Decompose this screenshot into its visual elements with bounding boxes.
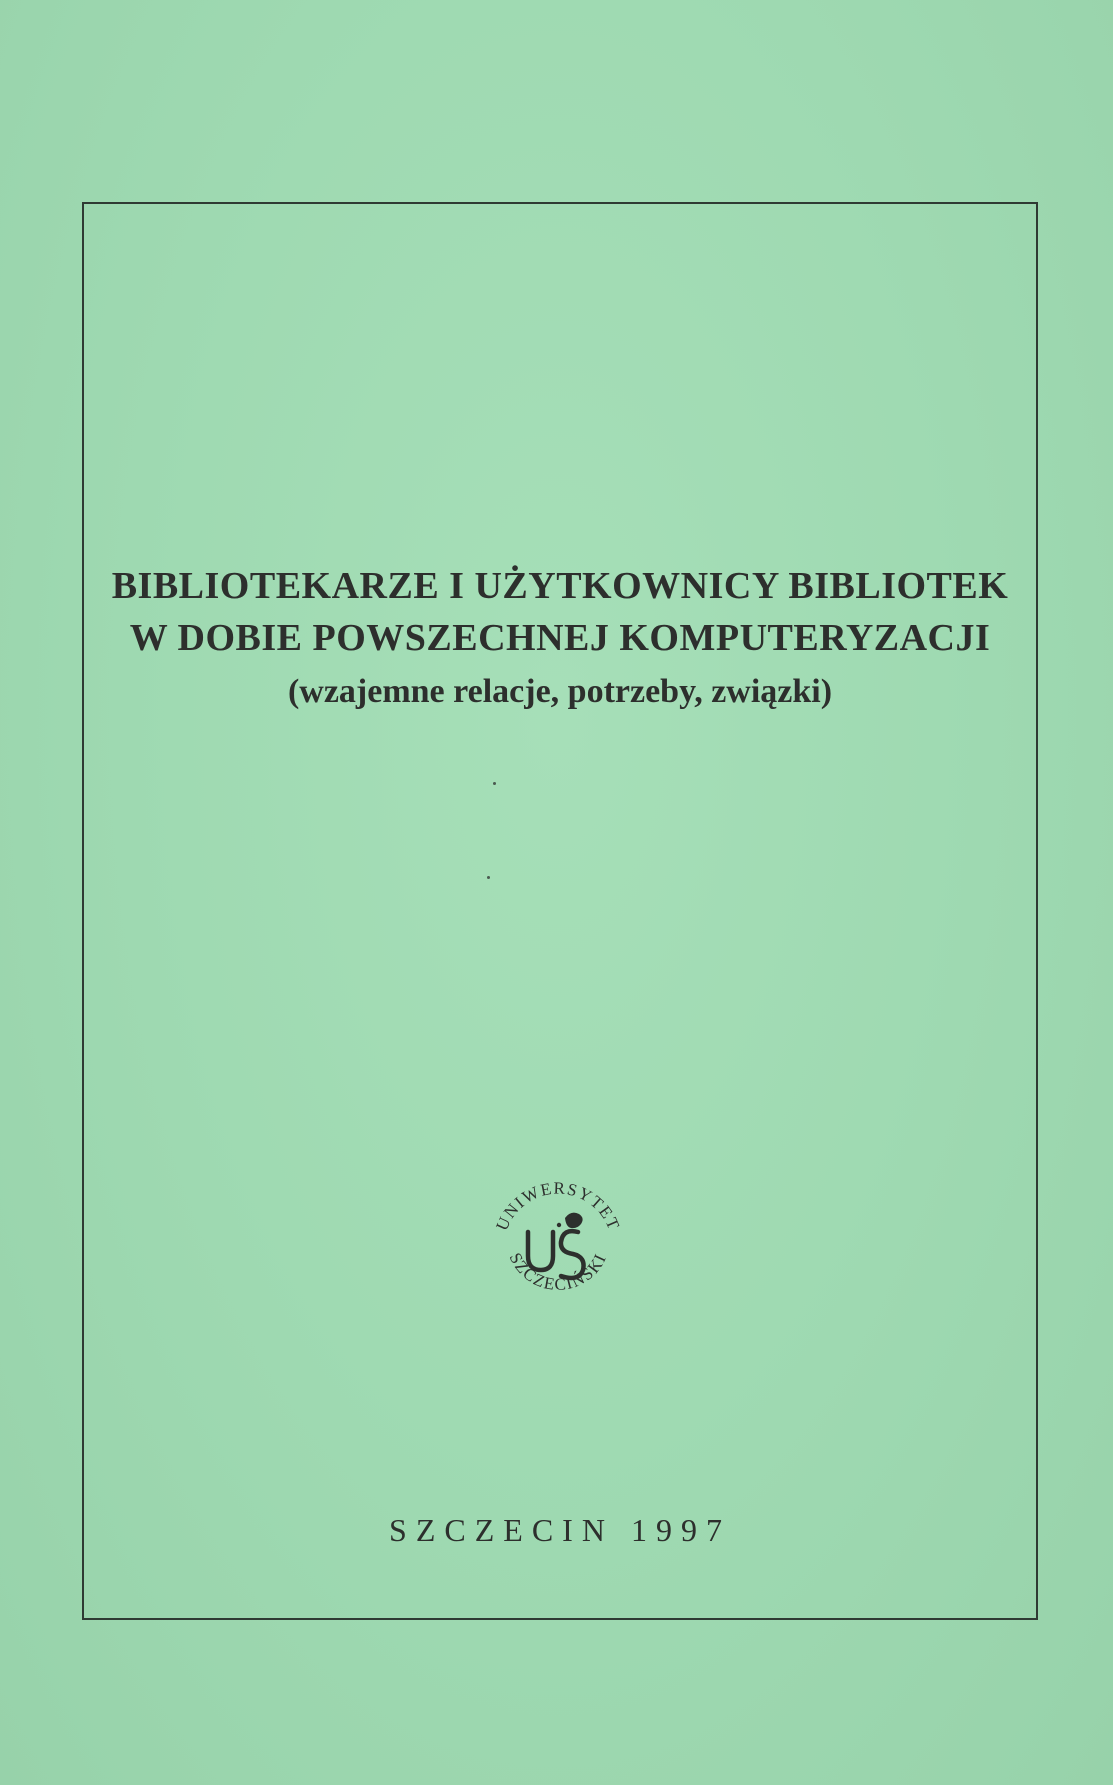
imprint-year: 1997	[630, 1512, 731, 1548]
print-speck	[487, 876, 490, 879]
imprint	[82, 1512, 1038, 1549]
seal-text-top: UNIWERSYTET	[492, 1178, 624, 1234]
cover-border-frame	[82, 202, 1038, 1620]
seal-text-bottom: SZCZECIŃSKI	[505, 1249, 611, 1295]
imprint-place: SZCZECIN	[389, 1512, 614, 1548]
subtitle: (wzajemne relacje, potrzeby, związki)	[287, 673, 833, 710]
title-line-2: W DOBIE POWSZECHNEJ KOMPUTERYZACJI	[129, 617, 991, 659]
title-line-1: BIBLIOTEKARZE I UŻYTKOWNICY BIBLIOTEK	[111, 565, 1009, 607]
university-seal-icon	[483, 1170, 633, 1320]
svg-text:SZCZECIŃSKI	[506, 1250, 611, 1294]
print-speck	[493, 782, 496, 785]
title-block	[82, 560, 1038, 718]
